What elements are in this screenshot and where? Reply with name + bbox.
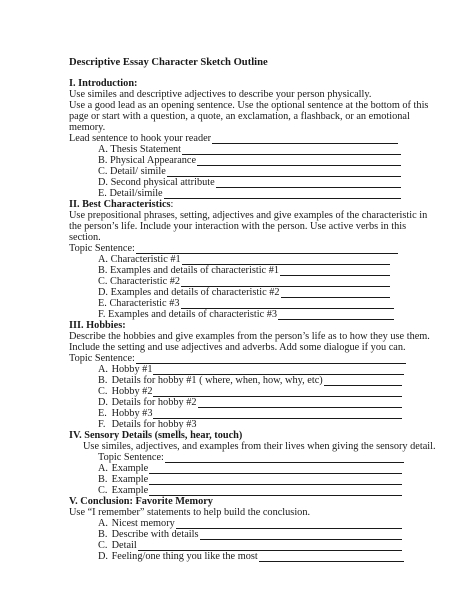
intro-text-line: memory. <box>69 122 106 133</box>
hobby-item-label <box>98 397 197 408</box>
answer-line[interactable] <box>176 520 402 529</box>
sensory-topic-field[interactable] <box>98 452 404 463</box>
intro-item-field[interactable] <box>98 188 401 199</box>
best-text-line: section. <box>69 232 101 243</box>
best-item-field[interactable] <box>98 265 390 276</box>
answer-line[interactable] <box>212 135 398 144</box>
item-letter: A. <box>98 364 109 375</box>
intro-item-label: B. Physical Appearance <box>98 155 197 166</box>
hobbies-text-line: Include the setting and use adjectives and adverbs. Add some dialogue if you can. <box>69 342 406 353</box>
item-letter: B. <box>98 375 108 386</box>
sensory-item-label <box>98 485 148 496</box>
topic-sentence-label: Topic Sentence: <box>69 353 135 364</box>
sensory-item-field[interactable] <box>98 463 402 474</box>
intro-item-field[interactable] <box>98 155 401 166</box>
hobbies-topic-field[interactable] <box>69 353 406 364</box>
item-text: Hobby #2 <box>111 386 153 397</box>
item-text: Feeling/one thing you like the most <box>111 551 258 562</box>
sensory-heading: IV. Sensory Details (smells, hear, touch) <box>69 430 243 441</box>
best-item-field[interactable] <box>98 276 390 287</box>
topic-sentence-label: Topic Sentence: <box>69 243 135 254</box>
answer-line[interactable] <box>197 157 401 166</box>
answer-line[interactable] <box>138 542 402 551</box>
answer-line[interactable] <box>149 487 402 496</box>
best-item-label: C. Characteristic #2 <box>98 276 181 287</box>
hobby-item-field[interactable] <box>98 375 402 386</box>
lead-sentence-field[interactable] <box>69 133 398 144</box>
best-heading-colon: : <box>170 199 174 210</box>
answer-line[interactable] <box>281 289 390 298</box>
answer-line[interactable] <box>181 300 395 309</box>
conclusion-item-field[interactable] <box>98 518 402 529</box>
item-letter: A. <box>98 518 109 529</box>
sensory-item-label <box>98 474 148 485</box>
item-text: Hobby #3 <box>111 408 153 419</box>
intro-item-field[interactable] <box>98 166 401 177</box>
item-letter: A. <box>98 463 109 474</box>
best-heading: II. Best Characteristics <box>69 199 171 210</box>
best-item-field[interactable] <box>98 309 394 320</box>
best-item-label: E. Characteristic #3 <box>98 298 180 309</box>
item-text: Detail <box>111 540 137 551</box>
item-text: Nicest memory <box>111 518 175 529</box>
best-item-label: D. Examples and details of characteristic #2 <box>98 287 280 298</box>
answer-line[interactable] <box>167 168 401 177</box>
conclusion-item-label <box>98 540 137 551</box>
item-letter: D. <box>98 551 109 562</box>
intro-item-field[interactable] <box>98 144 401 155</box>
item-text: Example <box>111 474 149 485</box>
item-text: Hobby #1 <box>111 364 153 375</box>
answer-line[interactable] <box>153 366 404 375</box>
hobbies-heading: III. Hobbies: <box>69 320 126 331</box>
best-item-label: A. Characteristic #1 <box>98 254 181 265</box>
hobby-item-field <box>98 419 228 430</box>
intro-item-label: E. Detail/simile <box>98 188 163 199</box>
sensory-item-field[interactable] <box>98 474 402 485</box>
item-text: Describe with details <box>111 529 199 540</box>
conclusion-item-label <box>98 529 199 540</box>
item-letter: C. <box>98 540 108 551</box>
hobby-item-field[interactable] <box>98 364 404 375</box>
hobby-item-field[interactable] <box>98 397 402 408</box>
hobbies-text-line: Describe the hobbies and give examples from the person’s life as to how they use them. <box>69 331 430 342</box>
answer-line[interactable] <box>136 355 406 364</box>
answer-line[interactable] <box>164 190 401 199</box>
hobby-item-field[interactable] <box>98 386 402 397</box>
best-item-field[interactable] <box>98 287 390 298</box>
intro-text-line: Use a good lead as an opening sentence. Use the optional sentence at the bottom of this <box>69 100 429 111</box>
intro-text-line: Use similes and descriptive adjectives to describe your person physically. <box>69 89 372 100</box>
answer-line[interactable] <box>153 410 402 419</box>
document-title: Descriptive Essay Character Sketch Outline <box>69 57 268 68</box>
answer-line[interactable] <box>165 454 404 463</box>
hobby-item-label <box>98 386 152 397</box>
answer-line[interactable] <box>153 388 402 397</box>
item-text: Example <box>111 463 149 474</box>
item-text: Details for hobby #3 <box>111 419 197 430</box>
lead-sentence-label: Lead sentence to hook your reader <box>69 133 212 144</box>
answer-line[interactable] <box>149 476 402 485</box>
item-letter: C. <box>98 485 108 496</box>
sensory-text-line: Use similes, adjectives, and examples from their lives when giving the sensory detail. <box>83 441 436 452</box>
item-letter: D. <box>98 397 109 408</box>
answer-line[interactable] <box>181 278 390 287</box>
answer-line[interactable] <box>182 146 401 155</box>
conclusion-item-field[interactable] <box>98 551 404 562</box>
hobby-item-label <box>98 375 323 386</box>
best-item-label: F. Examples and details of characteristic #3 <box>98 309 278 320</box>
conclusion-text-line: Use “I remember” statements to help build the conclusion. <box>69 507 311 518</box>
best-text-line: Use prepositional phrases, setting, adjectives and give examples of the characteristic in <box>69 210 428 221</box>
answer-line[interactable] <box>216 179 401 188</box>
intro-item-label: C. Detail/ simile <box>98 166 166 177</box>
item-text: Details for hobby #2 <box>111 397 197 408</box>
answer-line[interactable] <box>182 256 390 265</box>
hobby-item-label <box>98 419 197 430</box>
answer-line[interactable] <box>324 377 402 386</box>
best-heading-line <box>69 199 173 210</box>
intro-item-field[interactable] <box>98 177 401 188</box>
best-item-field[interactable] <box>98 254 390 265</box>
answer-line[interactable] <box>198 399 402 408</box>
answer-line[interactable] <box>200 531 402 540</box>
item-text: Details for hobby #1 ( where, when, how, why, etc) <box>111 375 323 386</box>
answer-line[interactable] <box>149 465 402 474</box>
intro-heading: I. Introduction: <box>69 78 138 89</box>
item-letter: F. <box>98 419 106 430</box>
hobby-item-label <box>98 364 152 375</box>
answer-line[interactable] <box>280 267 390 276</box>
item-letter: C. <box>98 386 108 397</box>
conclusion-item-label <box>98 518 175 529</box>
sensory-item-field[interactable] <box>98 485 402 496</box>
best-topic-field[interactable] <box>69 243 398 254</box>
answer-line[interactable] <box>136 245 398 254</box>
sensory-item-label <box>98 463 148 474</box>
topic-sentence-label: Topic Sentence: <box>98 452 164 463</box>
item-letter: E. <box>98 408 107 419</box>
item-letter: B. <box>98 474 108 485</box>
intro-item-label: A. Thesis Statement <box>98 144 182 155</box>
item-letter: B. <box>98 529 108 540</box>
conclusion-item-field[interactable] <box>98 540 402 551</box>
hobby-item-label <box>98 408 152 419</box>
conclusion-heading: V. Conclusion: Favorite Memory <box>69 496 213 507</box>
conclusion-item-label <box>98 551 258 562</box>
conclusion-item-field[interactable] <box>98 529 402 540</box>
answer-line[interactable] <box>278 311 394 320</box>
best-item-label: B. Examples and details of characteristic #1 <box>98 265 279 276</box>
best-text-line: the person’s life. Include your interaction with the person. Use active verbs in this <box>69 221 407 232</box>
item-text: Example <box>111 485 149 496</box>
intro-item-label: D. Second physical attribute <box>98 177 215 188</box>
hobby-item-field[interactable] <box>98 408 402 419</box>
answer-line[interactable] <box>259 553 404 562</box>
best-item-field[interactable] <box>98 298 394 309</box>
intro-text-line: page or start with a question, a quote, an exclamation, a flashback, or an emotional <box>69 111 410 122</box>
